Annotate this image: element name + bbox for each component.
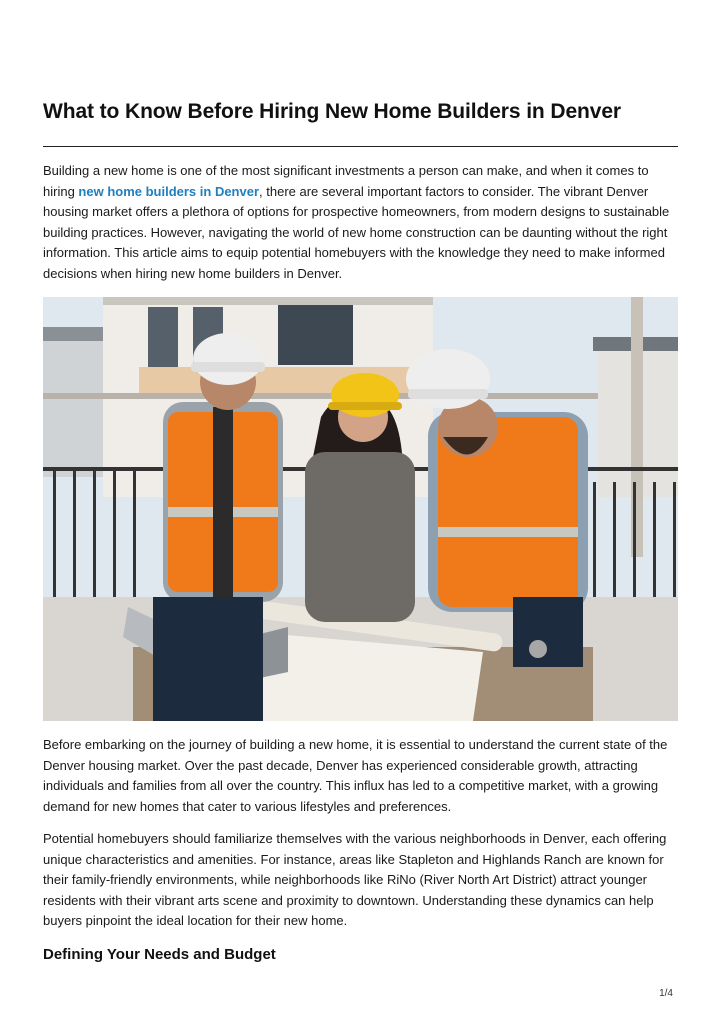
neighborhoods-paragraph: Potential homebuyers should familiarize themselves with the various neighborhoods in Denver, each offering unique characteristics and amenities. For instance, areas like Stapleton and Highlands Ranch are known for their family-friendly environments, while neighborhoods like RiNo (River North Art District) attract younger residents with their vibrant arts scene and proximity to downtown. Understanding these dynamics can help buyers pinpoint the ideal location for their new home. <box>43 831 667 928</box>
page-indicator: 1/4 <box>659 988 673 999</box>
page-title: What to Know Before Hiring New Home Builders in Denver <box>43 100 621 123</box>
intro-text-end: , there are several important factors to consider. The vibrant Denver housing market offers a plethora of options for prospective homeowners, from modern designs to sustainable building practices. However, navigating the world of new home construction can be daunting without the right information. This article aims to equip potential homebuyers with the knowledge they need to make informed decisions when hiring new home builders in Denver. <box>43 183 670 281</box>
hero-image <box>43 297 678 721</box>
title-divider <box>43 146 678 147</box>
construction-team-photo-icon <box>43 297 678 721</box>
intro-text-start: Building a new home is one of the most significant investments a person can make, and when it comes to hiring <box>43 163 649 199</box>
intro-paragraph <box>43 161 683 284</box>
market-paragraph: Before embarking on the journey of building a new home, it is essential to understand the current state of the Denver housing market. Over the past decade, Denver has experienced considerable growth, attracting individuals and families from all over the country. This influx has led to a competitive market, with a growing demand for new homes that cater to various lifestyles and preferences. <box>43 737 668 814</box>
builders-link[interactable]: new home builders in Denver <box>78 183 260 199</box>
section-heading: Defining Your Needs and Budget <box>43 946 276 963</box>
